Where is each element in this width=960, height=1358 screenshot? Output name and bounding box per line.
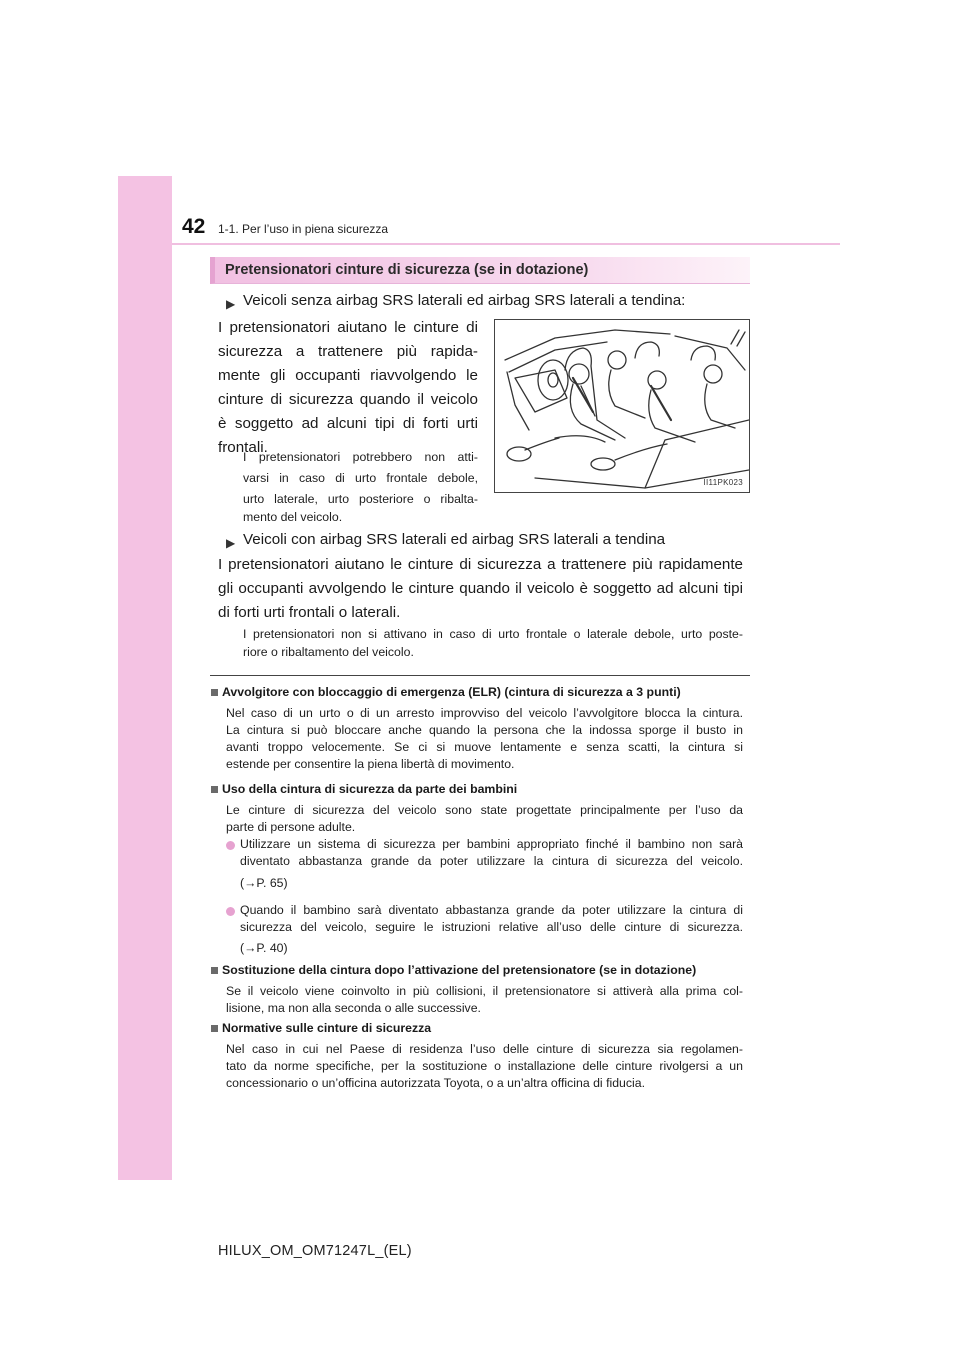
- case1-line: frontali.: [218, 439, 268, 456]
- children-bullet2-line: Quando il bambino sarà diventato abbastanza grande da poter utilizzare la cintura di: [240, 903, 743, 917]
- section-heading: Pretensionatori cinture di sicurezza (se in dotazione): [225, 262, 589, 278]
- section-title: 1-1. Per l’uso in piena sicurezza: [218, 222, 389, 236]
- case1-line: è soggetto ad alcuni tipi di forti urti: [218, 415, 478, 432]
- square-bullet-icon: [211, 967, 218, 974]
- page-reference-link[interactable]: (→P. 40): [240, 941, 288, 955]
- triangle-bullet-icon: ▶: [226, 297, 236, 311]
- regulations-line: tato da norme specifiche, per la sostituzione o installazione delle cinture rivolgersi a un: [226, 1059, 743, 1073]
- square-bullet-icon: [211, 786, 218, 793]
- section-heading-bar: [210, 257, 750, 284]
- case2-note-line: riore o ribaltamento del veicolo.: [243, 645, 414, 659]
- square-bullet-icon: [211, 689, 218, 696]
- seatbelt-pretensioner-illustration: [494, 319, 750, 493]
- figure-code: II11PK023: [703, 478, 743, 487]
- triangle-bullet-icon: ▶: [226, 536, 236, 550]
- document-code-footer: HILUX_OM_OM71247L_(EL): [218, 1243, 412, 1259]
- case2-title: Veicoli con airbag SRS laterali ed airbag SRS laterali a tendina: [243, 531, 666, 548]
- case1-line: sicurezza a trattenere più rapida-: [218, 343, 478, 360]
- regulations-line: Nel caso in cui nel Paese di residenza l’uso delle cinture di sicurezza sia regolamen-: [226, 1042, 743, 1056]
- elr-line: estende per consentire la piena libertà di movimento.: [226, 757, 515, 771]
- case2-line: I pretensionatori aiutano le cinture di sicurezza a trattenere più rapidamente: [218, 556, 743, 573]
- case2-note-line: I pretensionatori non si attivano in caso di urto frontale o laterale debole, urto poste-: [243, 627, 743, 641]
- square-bullet-icon: [211, 1025, 218, 1032]
- header-rule: [172, 243, 840, 245]
- case1-line: cinture di sicurezza quando il veicolo: [218, 391, 478, 408]
- children-bullet2-line: sicurezza del veicolo, seguire le istruzioni relative all’uso delle cinture di sicurezza.: [240, 920, 743, 934]
- car-interior-drawing: [495, 320, 749, 492]
- page-number: 42: [182, 215, 206, 238]
- elr-line: Nel caso di un urto o di un arresto improvviso del veicolo l’avvolgitore blocca la cintura.: [226, 706, 743, 720]
- replacement-title: Sostituzione della cintura dopo l’attivazione del pretensionatore (se in dotazione): [222, 963, 697, 977]
- case1-title: Veicoli senza airbag SRS laterali ed airbag SRS laterali a tendina:: [243, 292, 686, 309]
- case1-note-line: urto laterale, urto posteriore o ribalta-: [243, 492, 478, 506]
- circle-bullet-icon: [226, 907, 235, 916]
- children-title: Uso della cintura di sicurezza da parte dei bambini: [222, 782, 518, 796]
- circle-bullet-icon: [226, 841, 235, 850]
- section-divider: [210, 675, 750, 676]
- elr-line: avanti troppo velocemente. Se ci si muove lentamente e senza scatti, la cintura si: [226, 740, 743, 754]
- case1-line: I pretensionatori aiutano le cinture di: [218, 319, 478, 336]
- elr-title: Avvolgitore con bloccaggio di emergenza (ELR) (cintura di sicurezza a 3 punti): [222, 685, 681, 699]
- case1-line: mente gli occupanti riavvolgendo le: [218, 367, 478, 384]
- elr-line: La cintura si può bloccare anche quando la persona che la indossa sporge il busto in: [226, 723, 743, 737]
- children-line: Le cinture di sicurezza del veicolo sono state progettate principalmente per l’uso da: [226, 803, 743, 817]
- case2-line: gli occupanti avvolgendo le cinture quando il veicolo è soggetto ad alcuni tipi: [218, 580, 743, 597]
- children-line: parte di persone adulte.: [226, 820, 356, 834]
- replacement-line: lisione, ma non alla seconda o alle successive.: [226, 1001, 481, 1015]
- children-bullet1-line: Utilizzare un sistema di sicurezza per bambini appropriato finché il bambino non sarà: [240, 837, 743, 851]
- regulations-line: concessionario o un’officina autorizzata Toyota, o a un’altra officina di fiducia.: [226, 1076, 646, 1090]
- case1-note-line: I pretensionatori potrebbero non atti-: [243, 450, 478, 464]
- case2-line: di forti urti frontali o laterali.: [218, 604, 401, 621]
- case1-note-line: varsi in caso di urto frontale debole,: [243, 471, 478, 485]
- regulations-title: Normative sulle cinture di sicurezza: [222, 1021, 432, 1035]
- replacement-line: Se il veicolo viene coinvolto in più collisioni, il pretensionatore si attiverà alla prima col-: [226, 984, 743, 998]
- children-bullet1-line: diventato abbastanza grande da poter utilizzare la cintura di sicurezza del veicolo.: [240, 854, 743, 868]
- case1-note-line: mento del veicolo.: [243, 510, 343, 524]
- chapter-tab-band: [118, 176, 172, 1180]
- page-reference-link[interactable]: (→P. 65): [240, 876, 288, 890]
